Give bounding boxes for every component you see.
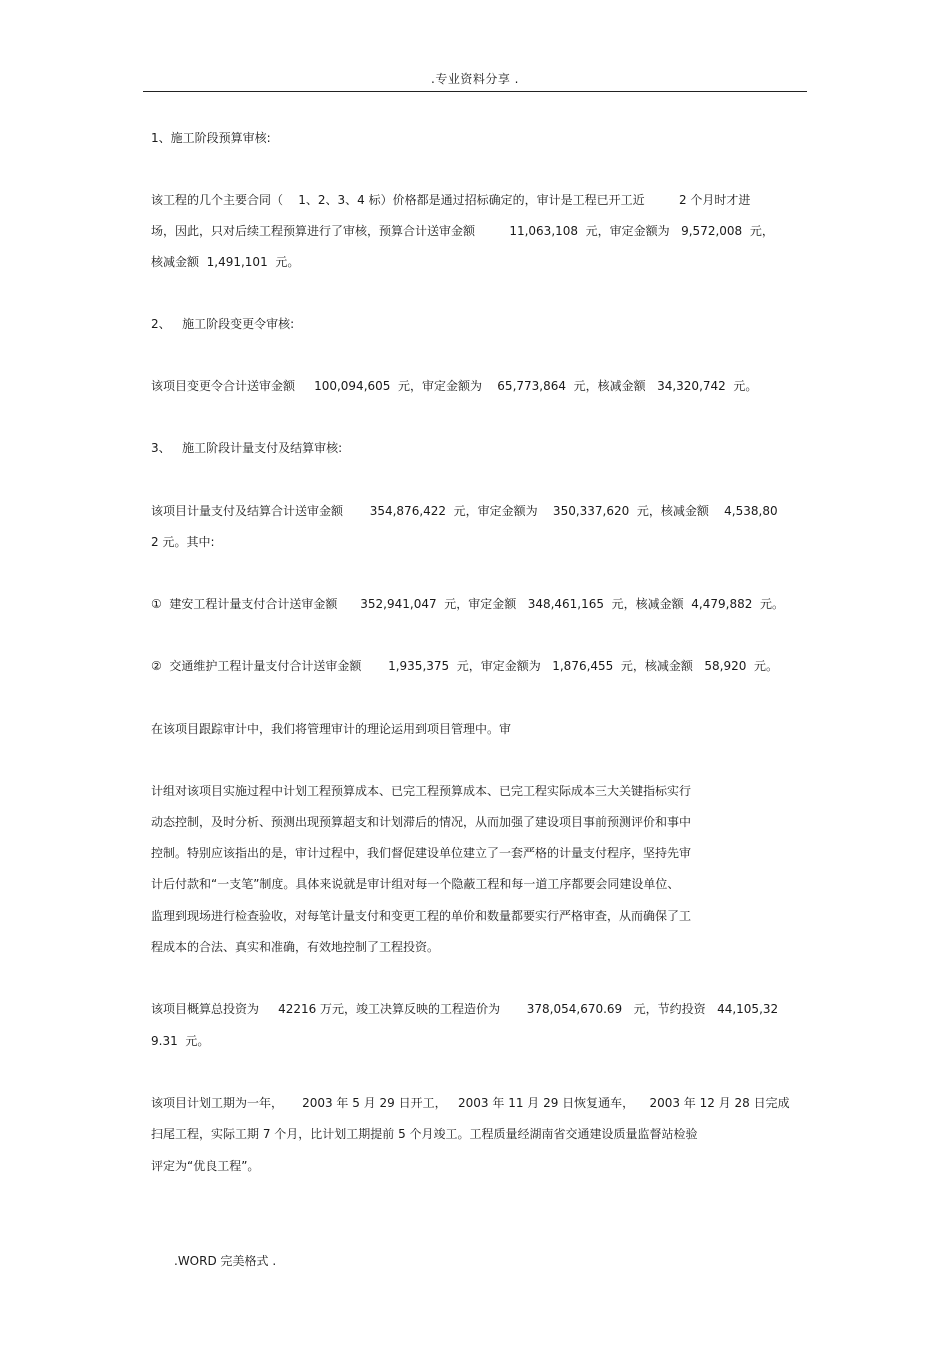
section-heading-2: 2、 施工阶段变更令审核: — [151, 317, 295, 331]
section-heading-3: 3、 施工阶段计量支付及结算审核: — [151, 441, 343, 455]
section-heading-1: 1、施工阶段预算审核: — [151, 131, 271, 145]
paragraph-line: 计组对该项目实施过程中计划工程预算成本、已完工程预算成本、已完工程实际成本三大关键指标实行 — [151, 784, 692, 798]
paragraph-line: 扫尾工程，实际工期 7 个月，比计划工期提前 5 个月竣工。工程质量经湖南省交通建设质量监督站检验 — [151, 1127, 698, 1141]
paragraph-line: 核减金额 1,491,101 元。 — [151, 255, 300, 269]
paragraph-line: 9.31 元。 — [151, 1034, 210, 1048]
list-item: ② 交通维护工程计量支付合计送审金额 1,935,375 元，审定金额为 1,876,455 元，核减金额 58,920 元。 — [151, 659, 778, 673]
paragraph-line: 场，因此，只对后续工程预算进行了审核，预算合计送审金额 11,063,108 元，审定金额为 9,572,008 元， — [151, 224, 774, 238]
paragraph-line: 监理到现场进行检查验收，对每笔计量支付和变更工程的单价和数量都要实行严格审查，从而确保了工 — [151, 909, 692, 923]
paragraph-line: 在该项目跟踪审计中，我们将管理审计的理论运用到项目管理中。审 — [151, 722, 512, 736]
paragraph-line: 该项目计量支付及结算合计送审金额 354,876,422 元，审定金额为 350,337,620 元，核减金额 4,538,80 — [151, 504, 778, 518]
list-item: ① 建安工程计量支付合计送审金额 352,941,047 元，审定金额 348,461,165 元，核减金额 4,479,882 元。 — [151, 597, 784, 611]
paragraph-line: 计后付款和“一支笔”制度。具体来说就是审计组对每一个隐蔽工程和每一道工序都要会同建设单位、 — [151, 877, 680, 891]
paragraph-line: 该项目变更令合计送审金额 100,094,605 元，审定金额为 65,773,864 元，核减金额 34,320,742 元。 — [151, 379, 758, 393]
paragraph-line: 程成本的合法、真实和准确，有效地控制了工程投资。 — [151, 940, 440, 954]
page-header: .专业资料分享 . — [431, 72, 519, 86]
header-divider — [143, 91, 807, 92]
paragraph-line: 该项目计划工期为一年， 2003 年 5 月 29 日开工， 2003 年 11 月 29 日恢复通车， 2003 年 12 月 28 日完成 — [151, 1096, 790, 1110]
paragraph-line: 评定为“优良工程”。 — [151, 1159, 260, 1173]
page-footer: .WORD 完美格式 . — [174, 1254, 277, 1268]
paragraph-line: 该项目概算总投资为 42216 万元，竣工决算反映的工程造价为 378,054,670.69 元，节约投资 44,105,32 — [151, 1002, 779, 1016]
paragraph-line: 2 元。其中: — [151, 535, 215, 549]
paragraph-line: 该工程的几个主要合同（ 1、2、3、4 标）价格都是通过招标确定的，审计是工程已开工近 2 个月时才进 — [151, 193, 751, 207]
paragraph-line: 动态控制，及时分析、预测出现预算超支和计划滞后的情况，从而加强了建设项目事前预测评价和事中 — [151, 815, 692, 829]
paragraph-line: 控制。特别应该指出的是，审计过程中，我们督促建设单位建立了一套严格的计量支付程序，坚持先审 — [151, 846, 692, 860]
